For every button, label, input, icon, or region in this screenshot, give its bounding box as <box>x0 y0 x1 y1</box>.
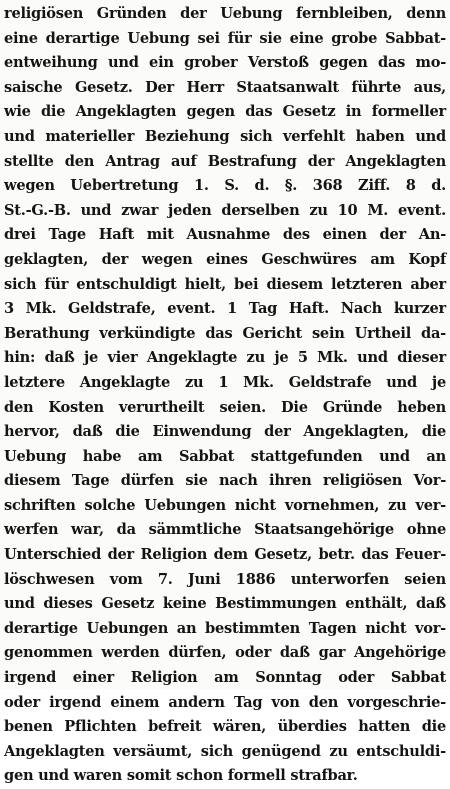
text-line: entweihung und ein grober Verstoß gegen das mo- <box>4 54 446 72</box>
text-line: sich für entschuldigt hielt, bei diesem letzteren aber <box>4 275 446 293</box>
text-line: schriften solche Uebungen nicht vornehmen, zu ver- <box>4 496 446 514</box>
text-line: Berathung verkündigte das Gericht sein Urtheil da- <box>4 324 446 342</box>
text-line: saische Gesetz. Der Herr Staatsanwalt führte aus, <box>4 78 446 96</box>
text-line: Angeklagten versäumt, sich genügend zu entschuldi- <box>4 742 446 760</box>
text-line: derartige Uebungen an bestimmten Tagen nicht vor- <box>4 619 446 637</box>
text-line: und dieses Gesetz keine Bestimmungen enthält, daß <box>4 595 446 613</box>
text-line: hin: daß je vier Angeklagte zu je 5 Mk. und dieser <box>4 349 446 367</box>
text-line: drei Tage Haft mit Ausnahme des einen der An- <box>4 226 446 244</box>
text-line: diesem Tage dürfen sie nach ihren religiösen Vor- <box>4 472 446 490</box>
article-column <box>4 2 446 789</box>
text-line: stellte den Antrag auf Bestrafung der Angeklagten <box>4 152 446 170</box>
text-line: benen Pflichten befreit wären, überdies hatten die <box>4 718 446 736</box>
text-line: religiösen Gründen der Uebung fernbleiben, denn <box>4 5 446 22</box>
text-line: löschwesen vom 7. Juni 1886 unterworfen seien <box>4 570 446 588</box>
text-line: Unterschied der Religion dem Gesetz, betr. das Feuer- <box>4 546 446 564</box>
text-line: wegen Uebertretung 1. S. d. §. 368 Ziff. 8 d. <box>4 177 446 195</box>
text-line: 3 Mk. Geldstrafe, event. 1 Tag Haft. Nach kurzer <box>4 300 446 318</box>
text-line: gen und waren somit schon formell strafbar. <box>4 767 358 785</box>
text-line: wie die Angeklagten gegen das Gesetz in formeller <box>4 103 446 121</box>
text-line: letztere Angeklagte zu 1 Mk. Geldstrafe und je <box>4 373 446 391</box>
clipping-edge <box>0 0 450 4</box>
text-line: oder irgend einem andern Tag von den vorgeschrie- <box>4 693 446 711</box>
text-line: genommen werden dürfen, oder daß gar Angehörige <box>4 644 446 662</box>
text-line: hervor, daß die Einwendung der Angeklagten, die <box>4 423 446 441</box>
text-line: den Kosten verurtheilt seien. Die Gründe heben <box>4 398 446 416</box>
text-line: irgend einer Religion am Sonntag oder Sabbat <box>4 669 446 687</box>
text-line: und materieller Beziehung sich verfehlt haben und <box>4 127 446 145</box>
text-line: werfen war, da sämmtliche Staatsangehörige ohne <box>4 521 446 539</box>
text-line: geklagten, der wegen eines Geschwüres am Kopf <box>4 250 446 268</box>
text-line: St.-G.-B. und zwar jeden derselben zu 10 M. event. <box>4 201 446 219</box>
text-line: Uebung habe am Sabbat stattgefunden und an <box>4 447 446 465</box>
text-line: eine derartige Uebung sei für sie eine grobe Sabbat- <box>4 29 446 47</box>
